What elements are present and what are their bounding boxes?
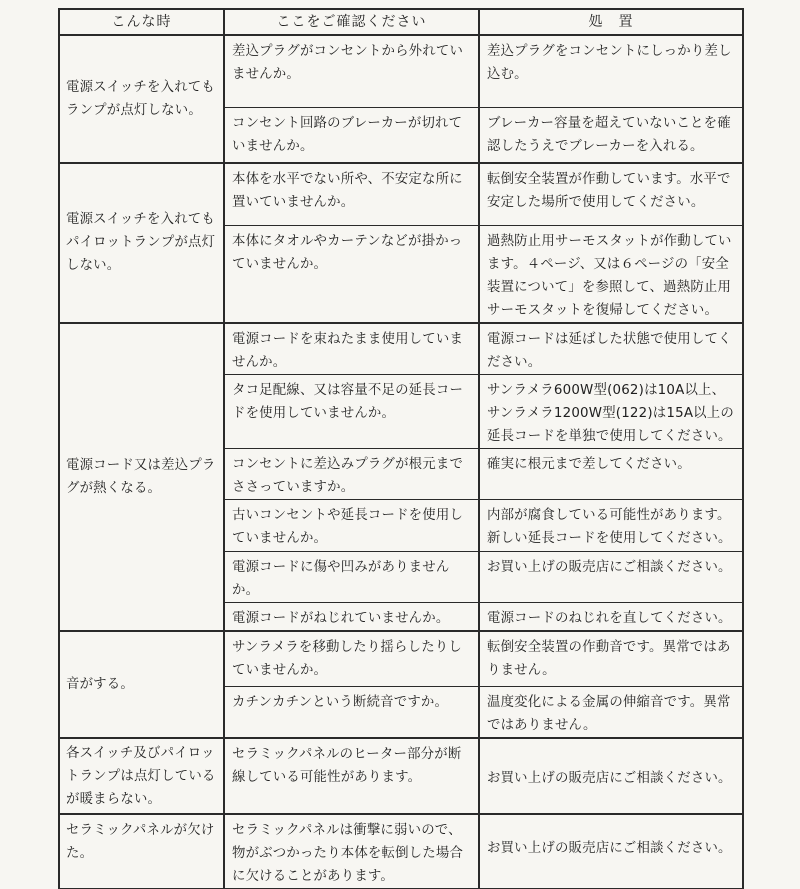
header-remedy: 処 置: [479, 9, 743, 35]
remedy-cell: ブレーカー容量を超えていないことを確認したうえでブレーカーを入れる。: [479, 107, 743, 163]
remedy-cell: お買い上げの販売店にご相談ください。: [479, 814, 743, 889]
check-cell: 古いコンセントや延長コードを使用していませんか。: [224, 499, 479, 551]
table-header-row: [59, 9, 743, 35]
header-symptom: こんな時: [59, 9, 224, 35]
table-row: [59, 814, 743, 889]
remedy-cell: 内部が腐食している可能性があります。新しい延長コードを使用してください。: [479, 499, 743, 551]
table-row: [59, 738, 743, 814]
remedy-cell: お買い上げの販売店にご相談ください。: [479, 551, 743, 602]
symptom-cell: 電源スイッチを入れてもパイロットランプが点灯しない。: [59, 163, 224, 323]
remedy-cell: 過熱防止用サーモスタットが作動しています。４ページ、又は６ページの「安全装置について」を参照して、過熱防止用サーモスタットを復帰してください。: [479, 225, 743, 323]
remedy-cell: 差込プラグをコンセントにしっかり差し込む。: [479, 35, 743, 107]
remedy-cell: サンラメラ600W型(062)は10A以上、サンラメラ1200W型(122)は15A以上の延長コードを単独で使用してください。: [479, 374, 743, 448]
remedy-cell: 電源コードのねじれを直してください。: [479, 602, 743, 631]
symptom-cell: 音がする。: [59, 631, 224, 738]
table-row: [59, 631, 743, 686]
symptom-cell: 電源コード又は差込プラグが熱くなる。: [59, 323, 224, 632]
check-cell: セラミックパネルのヒーター部分が断線している可能性があります。: [224, 738, 479, 814]
check-cell: サンラメラを移動したり揺らしたりしていませんか。: [224, 631, 479, 686]
check-cell: セラミックパネルは衝撃に弱いので、物がぶつかったり本体を転倒した場合に欠けることがあります。: [224, 814, 479, 889]
check-cell: タコ足配線、又は容量不足の延長コードを使用していませんか。: [224, 374, 479, 448]
check-cell: コンセントに差込みプラグが根元までささっていますか。: [224, 448, 479, 499]
check-cell: カチンカチンという断続音ですか。: [224, 686, 479, 738]
remedy-cell: 温度変化による金属の伸縮音です。異常ではありません。: [479, 686, 743, 738]
symptom-cell: 各スイッチ及びパイロットランプは点灯しているが暖まらない。: [59, 738, 224, 814]
remedy-cell: 転倒安全装置が作動しています。水平で安定した場所で使用してください。: [479, 163, 743, 225]
symptom-cell: 電源スイッチを入れてもランプが点灯しない。: [59, 35, 224, 163]
remedy-cell: 電源コードは延ばした状態で使用してください。: [479, 323, 743, 375]
check-cell: コンセント回路のブレーカーが切れていませんか。: [224, 107, 479, 163]
table-row: [59, 323, 743, 375]
check-cell: 本体を水平でない所や、不安定な所に置いていませんか。: [224, 163, 479, 225]
table-row: [59, 163, 743, 225]
troubleshooting-table: [58, 8, 744, 889]
remedy-cell: 転倒安全装置の作動音です。異常ではありません。: [479, 631, 743, 686]
check-cell: 差込プラグがコンセントから外れていませんか。: [224, 35, 479, 107]
symptom-cell: セラミックパネルが欠けた。: [59, 814, 224, 889]
table-row: [59, 35, 743, 107]
check-cell: 電源コードを束ねたまま使用していませんか。: [224, 323, 479, 375]
check-cell: 電源コードがねじれていませんか。: [224, 602, 479, 631]
check-cell: 電源コードに傷や凹みがありませんか。: [224, 551, 479, 602]
remedy-cell: お買い上げの販売店にご相談ください。: [479, 738, 743, 814]
header-check: ここをご確認ください: [224, 9, 479, 35]
check-cell: 本体にタオルやカーテンなどが掛かっていませんか。: [224, 225, 479, 323]
troubleshooting-page: [58, 8, 742, 884]
remedy-cell: 確実に根元まで差してください。: [479, 448, 743, 499]
